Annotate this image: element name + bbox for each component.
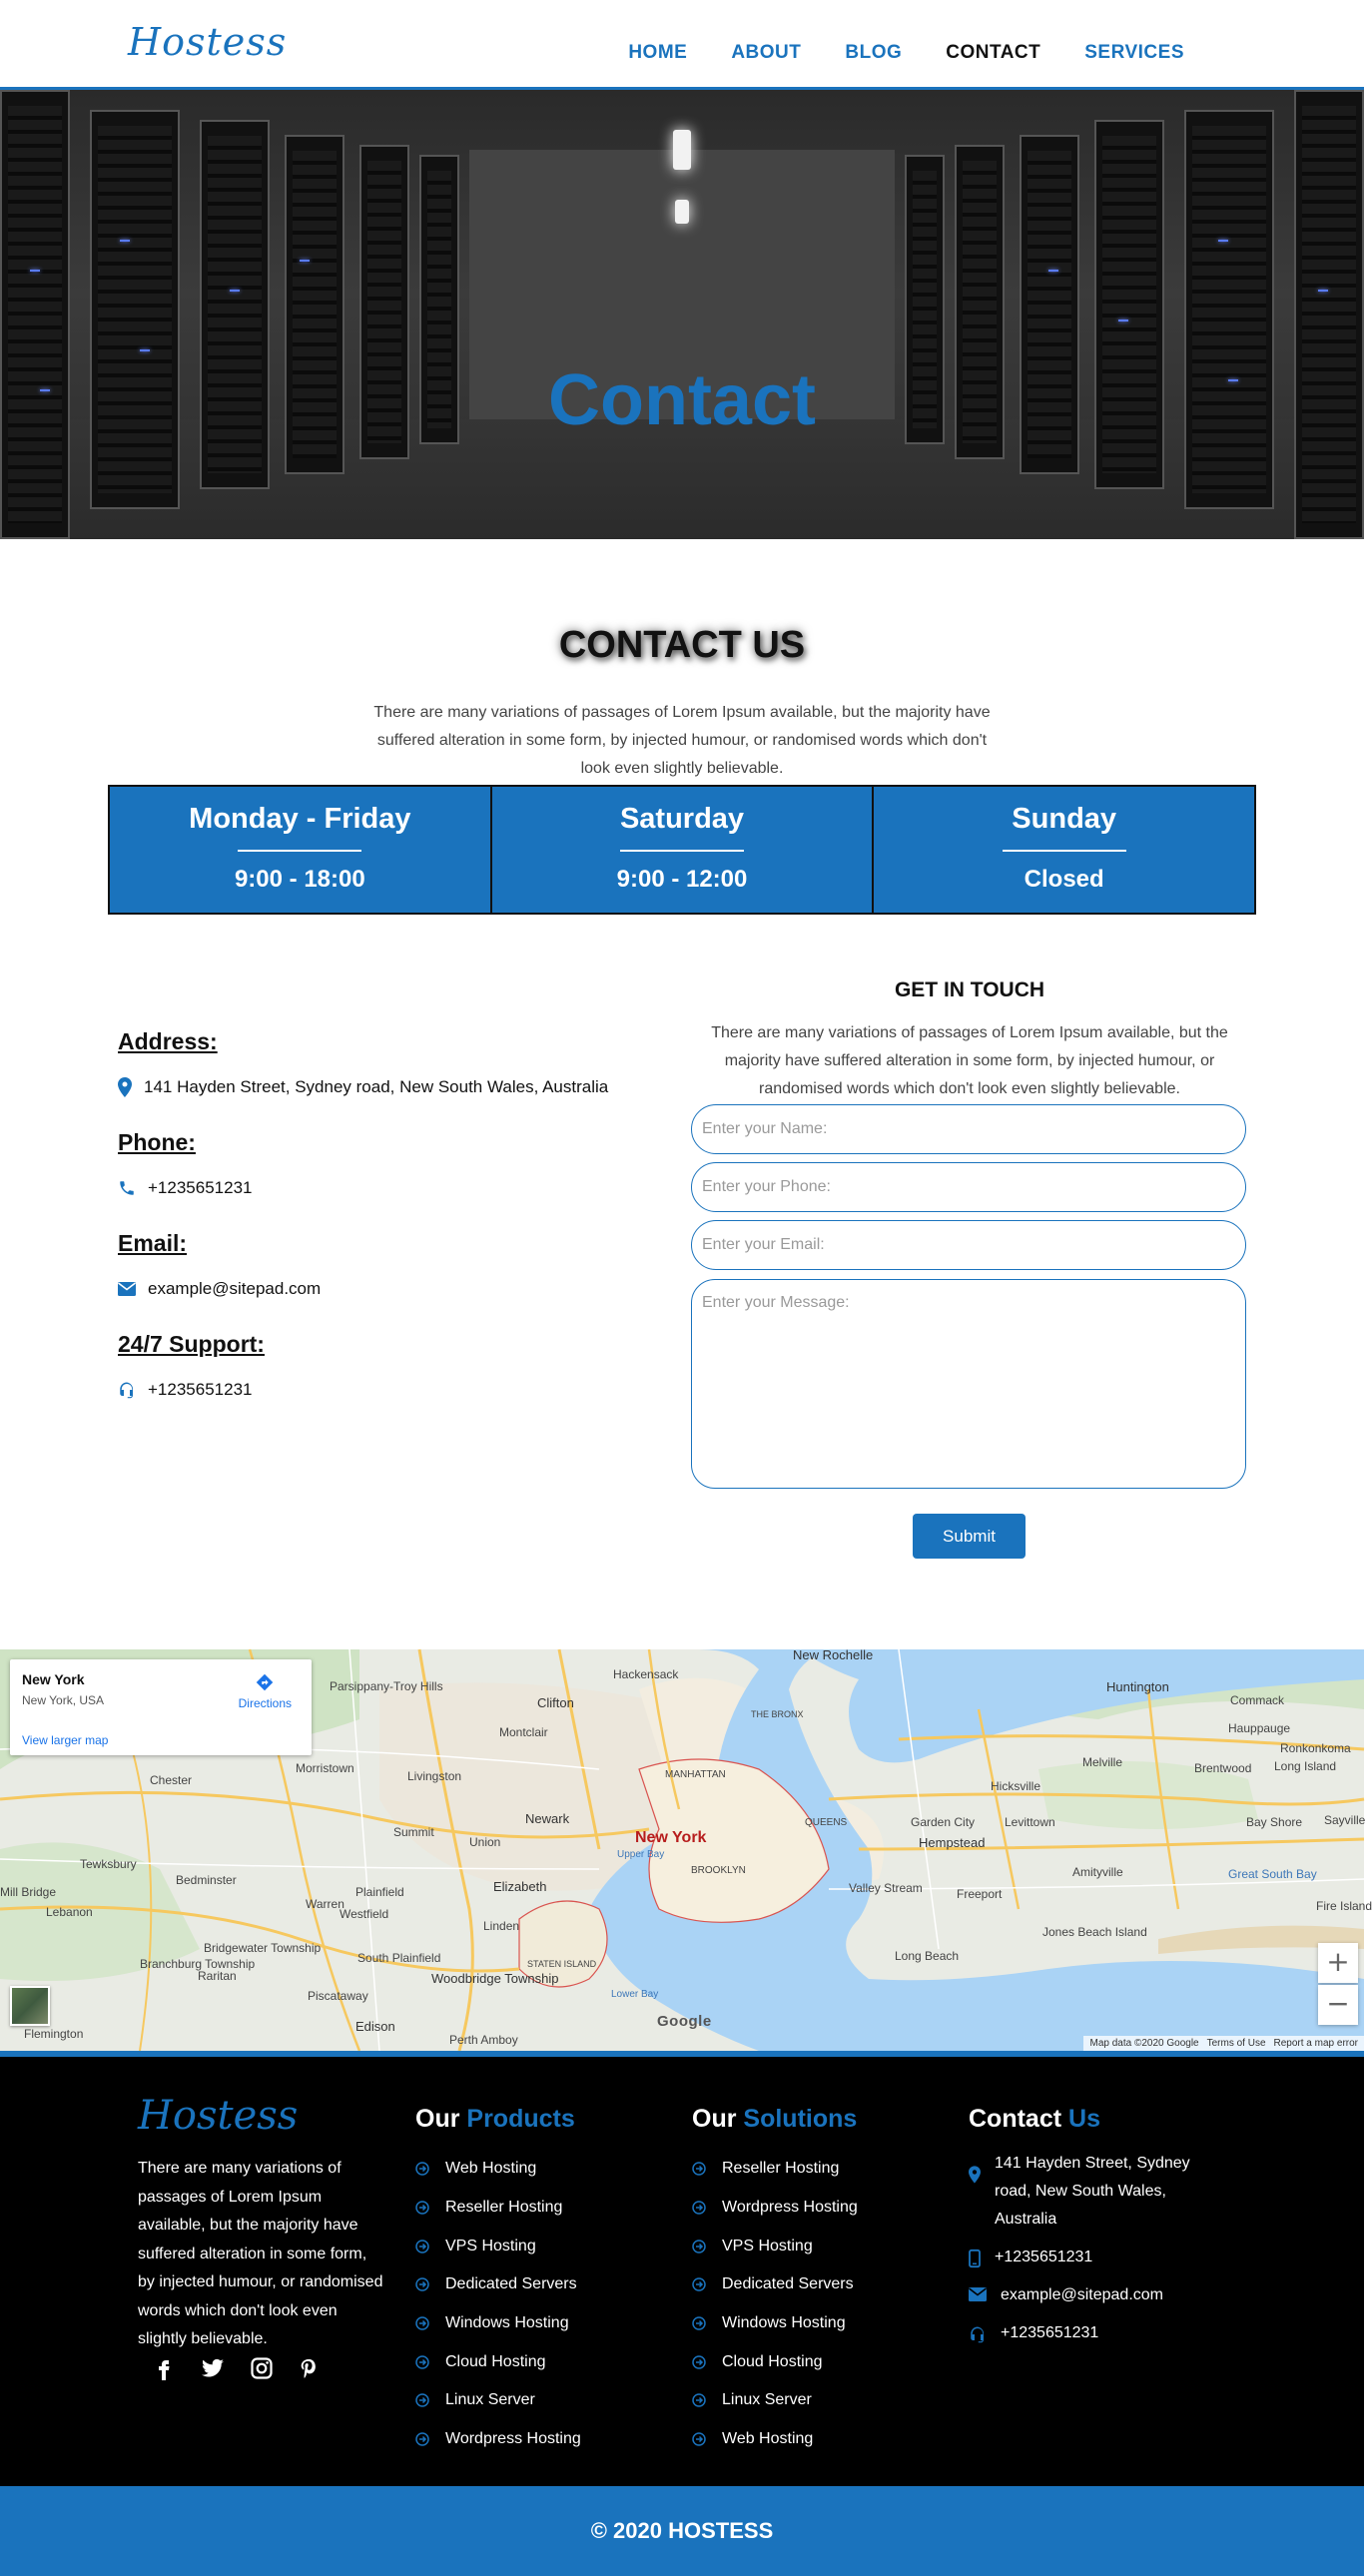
social-links — [152, 2356, 320, 2380]
server-rack — [1294, 90, 1364, 539]
hours-day: Monday - Friday — [189, 803, 411, 835]
footer-link-label: VPS Hosting — [722, 2237, 813, 2254]
footer-link[interactable] — [692, 2420, 858, 2459]
google-map[interactable] — [0, 1647, 1372, 2051]
footer-support-row — [969, 2319, 1208, 2347]
arrow-circle-icon — [415, 2240, 429, 2254]
divider — [620, 850, 744, 852]
arrow-circle-icon — [415, 2355, 429, 2369]
headset-icon — [969, 2325, 987, 2343]
map-label: Hicksville — [991, 1779, 1041, 1793]
map-pin-icon — [118, 1077, 132, 1097]
support-text[interactable]: +1235651231 — [148, 1380, 253, 1399]
headset-icon — [118, 1381, 136, 1399]
footer-link-label: VPS Hosting — [445, 2237, 536, 2254]
message-input[interactable] — [691, 1279, 1246, 1489]
zoom-in-button[interactable]: + — [1318, 1943, 1358, 1983]
footer-link[interactable] — [415, 2189, 581, 2228]
map-label: Summit — [393, 1825, 434, 1839]
view-larger-map-link[interactable]: View larger map — [22, 1733, 109, 1747]
map-label: Plainfield — [355, 1885, 404, 1899]
server-rack — [1184, 110, 1274, 509]
google-logo: Google — [657, 2013, 712, 2030]
main-nav — [628, 42, 1184, 64]
email-text[interactable]: example@sitepad.com — [148, 1279, 322, 1298]
map-label: South Plainfield — [357, 1951, 441, 1965]
map-label: Commack — [1230, 1693, 1285, 1707]
footer-link-label: Linux Server — [445, 2391, 535, 2409]
footer-address-row — [969, 2150, 1208, 2234]
map-label: Branchburg Township — [140, 1957, 256, 1971]
map-label: Jones Beach Island — [1042, 1925, 1147, 1939]
footer-link[interactable] — [692, 2381, 858, 2420]
footer-link[interactable] — [415, 2265, 581, 2304]
mobile-phone-icon — [969, 2250, 981, 2267]
arrow-circle-icon — [692, 2393, 706, 2407]
footer-link[interactable] — [692, 2265, 858, 2304]
map-info-card — [10, 1659, 312, 1755]
footer-solutions — [692, 2105, 858, 2459]
footer-link-label: Wordpress Hosting — [445, 2430, 581, 2448]
pinterest-icon[interactable] — [298, 2356, 320, 2380]
heading-first: Our — [415, 2105, 460, 2133]
footer-link[interactable] — [692, 2342, 858, 2381]
map-card-title: New York — [22, 1671, 85, 1687]
map-label: Mill Bridge — [0, 1885, 57, 1899]
map-attribution — [1083, 2036, 1364, 2051]
footer-link-label: Windows Hosting — [445, 2314, 569, 2332]
copyright-bar: © 2020 HOSTESS — [0, 2486, 1364, 2576]
twitter-icon[interactable] — [200, 2356, 226, 2380]
email-row — [118, 1279, 677, 1299]
map-label: Raritan — [198, 1969, 237, 1983]
footer-link-label: Dedicated Servers — [445, 2275, 577, 2293]
hero-title: Contact — [548, 360, 816, 440]
server-led — [1118, 320, 1128, 322]
footer-link-label: Wordpress Hosting — [722, 2199, 858, 2217]
footer-phone[interactable]: +1235651231 — [995, 2249, 1093, 2265]
opening-hours — [108, 785, 1256, 915]
map-label: Melville — [1082, 1755, 1123, 1769]
map-label: Bridgewater Township — [204, 1941, 322, 1955]
footer-link[interactable] — [692, 2227, 858, 2265]
hours-day: Saturday — [619, 803, 745, 835]
map-label: Lower Bay — [611, 1989, 659, 2000]
heading-first: Our — [692, 2105, 737, 2133]
terms-link[interactable]: Terms of Use — [1206, 2038, 1266, 2049]
footer-email[interactable]: example@sitepad.com — [1001, 2286, 1163, 2303]
get-in-touch-title: GET IN TOUCH — [894, 978, 1045, 1001]
server-led — [300, 260, 310, 262]
map-label: Clifton — [537, 1695, 574, 1710]
phone-input[interactable] — [691, 1162, 1246, 1212]
instagram-icon[interactable] — [250, 2356, 274, 2380]
server-led — [120, 240, 130, 242]
footer-link-label: Windows Hosting — [722, 2314, 846, 2332]
envelope-icon — [969, 2287, 987, 2301]
site-footer — [0, 2051, 1364, 2486]
submit-button[interactable]: Submit — [913, 1514, 1026, 1559]
map-label: Bedminster — [176, 1873, 237, 1887]
map-label: Parsippany-Troy Hills — [330, 1679, 443, 1693]
map-label: Tewksbury — [80, 1857, 137, 1871]
footer-contact — [969, 2105, 1208, 2357]
directions-icon — [254, 1671, 276, 1693]
footer-phone-row — [969, 2244, 1208, 2271]
facebook-icon[interactable] — [152, 2356, 176, 2380]
email-heading: Email: — [118, 1230, 188, 1256]
arrow-circle-icon — [692, 2162, 706, 2176]
server-led — [1318, 290, 1328, 292]
phone-row — [118, 1178, 677, 1198]
map-label: Sayville — [1324, 1813, 1366, 1827]
server-led — [140, 349, 150, 351]
arrow-circle-icon — [415, 2316, 429, 2330]
site-header — [0, 0, 1364, 90]
map-label: STATEN ISLAND — [527, 1959, 597, 1969]
server-led — [1048, 270, 1058, 272]
map-label: New York — [635, 1829, 707, 1846]
nav-about[interactable]: ABOUT — [731, 42, 802, 63]
satellite-toggle[interactable] — [10, 1986, 50, 2026]
map-label: MANHATTAN — [665, 1769, 726, 1780]
map-label: Valley Stream — [849, 1881, 923, 1895]
server-rack — [0, 90, 70, 539]
map-label: Long Island — [1274, 1759, 1337, 1773]
map-label: Long Beach — [895, 1949, 960, 1963]
map-label: Fire Island — [1316, 1899, 1372, 1913]
contact-us-description: There are many variations of passages of Lorem Ipsum available, but the majority have suffered alteration in some form, by injected humour, or randomised words which don't look even slightly believable. — [373, 704, 991, 777]
ceiling-light — [675, 200, 689, 224]
map-label: Hackensack — [613, 1667, 679, 1681]
footer-link[interactable] — [415, 2420, 581, 2459]
hours-time: 9:00 - 12:00 — [616, 866, 748, 893]
map-label: Ronkonkoma — [1280, 1741, 1351, 1755]
heading-accent: Us — [1068, 2105, 1100, 2133]
nav-home[interactable]: HOME — [628, 42, 688, 63]
footer-email-row — [969, 2281, 1208, 2309]
arrow-circle-icon — [692, 2201, 706, 2215]
name-input[interactable] — [691, 1104, 1246, 1154]
footer-link[interactable] — [692, 2304, 858, 2343]
arrow-circle-icon — [692, 2277, 706, 2291]
arrow-circle-icon — [692, 2240, 706, 2254]
footer-products — [415, 2105, 581, 2459]
hours-sunday — [874, 787, 1254, 913]
footer-link[interactable] — [692, 2189, 858, 2228]
arrow-circle-icon — [692, 2432, 706, 2446]
footer-link[interactable] — [415, 2342, 581, 2381]
footer-link-label: Dedicated Servers — [722, 2275, 854, 2293]
get-in-touch-description: There are many variations of passages of Lorem Ipsum available, but the majority have suffered alteration in some form, by injected humour, or randomised words which don't look even slightly believable. — [711, 1024, 1228, 1097]
envelope-icon — [118, 1282, 136, 1296]
map-label: Bay Shore — [1246, 1815, 1303, 1829]
arrow-circle-icon — [692, 2316, 706, 2330]
server-led — [30, 270, 40, 272]
footer-link[interactable] — [415, 2227, 581, 2265]
map-label: Newark — [525, 1811, 570, 1826]
footer-support[interactable]: +1235651231 — [1001, 2324, 1099, 2341]
heading-accent: Solutions — [743, 2105, 858, 2133]
footer-link[interactable] — [692, 2150, 858, 2189]
map-label: Morristown — [296, 1761, 354, 1775]
hours-weekdays — [110, 787, 492, 913]
phone-icon — [118, 1179, 136, 1197]
map-label: Lebanon — [46, 1905, 93, 1919]
contact-us-title: CONTACT US — [558, 624, 806, 666]
map-label: Montclair — [499, 1725, 548, 1739]
map-label: THE BRONX — [751, 1709, 804, 1719]
contact-heading — [969, 2105, 1208, 2134]
products-heading — [415, 2105, 581, 2134]
map-label: Amityville — [1072, 1865, 1123, 1879]
map-label: Warren — [306, 1897, 344, 1911]
hero-banner — [0, 90, 1364, 539]
map-label: Levittown — [1005, 1815, 1055, 1829]
ceiling-light — [673, 130, 691, 170]
divider — [238, 850, 361, 852]
map-card-subtitle: New York, USA — [22, 1693, 105, 1707]
map-label: Hauppauge — [1228, 1721, 1291, 1735]
hours-time: Closed — [1024, 866, 1104, 893]
address-row — [118, 1077, 677, 1097]
footer-link-label: Cloud Hosting — [722, 2352, 823, 2370]
map-label: Garden City — [911, 1815, 976, 1829]
arrow-circle-icon — [415, 2162, 429, 2176]
footer-link-label: Reseller Hosting — [722, 2160, 840, 2178]
map-label: Elizabeth — [493, 1879, 547, 1894]
map-label: Brentwood — [1194, 1761, 1252, 1775]
map-label: QUEENS — [805, 1817, 848, 1828]
map-data-credit: Map data ©2020 Google — [1089, 2038, 1199, 2049]
solutions-heading — [692, 2105, 858, 2134]
support-row — [118, 1380, 677, 1400]
server-led — [1218, 240, 1228, 242]
address-heading: Address: — [118, 1028, 218, 1054]
divider — [1003, 850, 1126, 852]
hours-time: 9:00 - 18:00 — [234, 866, 365, 893]
directions-label: Directions — [238, 1696, 292, 1710]
footer-about: There are many variations of passages of Lorem Ipsum available, but the majority have suffered alteration in some form, by injected humour, or randomised words which don't look even slightly believable. — [138, 2160, 383, 2347]
map-label: Perth Amboy — [449, 2033, 518, 2047]
footer-link-label: Linux Server — [722, 2391, 812, 2409]
map-label: Piscataway — [308, 1989, 368, 2003]
map-label: Woodbridge Township — [431, 1971, 559, 1986]
hours-day: Sunday — [1012, 803, 1117, 835]
map-label: Linden — [483, 1919, 520, 1933]
arrow-circle-icon — [415, 2277, 429, 2291]
map-label: New Rochelle — [793, 1647, 874, 1662]
map-label: Chester — [150, 1773, 193, 1787]
map-label: Freeport — [957, 1887, 1003, 1901]
map-label: Upper Bay — [617, 1849, 665, 1860]
nav-services[interactable]: SERVICES — [1084, 42, 1184, 63]
support-heading: 24/7 Support: — [118, 1331, 265, 1357]
nav-contact[interactable]: CONTACT — [946, 42, 1041, 63]
map-label: Union — [469, 1835, 501, 1849]
footer-link-label: Web Hosting — [722, 2430, 814, 2448]
arrow-circle-icon — [415, 2432, 429, 2446]
map-label: Flemington — [24, 2027, 84, 2041]
map-label: BROOKLYN — [691, 1865, 746, 1876]
footer-link-label: Web Hosting — [445, 2160, 537, 2178]
footer-link[interactable] — [415, 2304, 581, 2343]
directions-button[interactable] — [239, 1671, 292, 1710]
footer-address: 141 Hayden Street, Sydney road, New South Wales, Australia — [995, 2155, 1190, 2228]
server-led — [230, 290, 240, 292]
footer-link[interactable] — [415, 2381, 581, 2420]
map-pin-icon — [969, 2166, 981, 2184]
arrow-circle-icon — [692, 2355, 706, 2369]
map-label: Edison — [355, 2019, 395, 2034]
site-logo[interactable]: Hostess — [128, 20, 288, 64]
map-label: Huntington — [1106, 1679, 1169, 1694]
map-label: Great South Bay — [1228, 1867, 1317, 1881]
phone-heading: Phone: — [118, 1129, 196, 1155]
map-label: Livingston — [407, 1769, 462, 1783]
arrow-circle-icon — [415, 2201, 429, 2215]
phone-text[interactable]: +1235651231 — [148, 1178, 253, 1197]
heading-first: Contact — [969, 2105, 1062, 2133]
heading-accent: Products — [466, 2105, 575, 2133]
footer-link-label: Cloud Hosting — [445, 2352, 546, 2370]
hours-saturday — [492, 787, 875, 913]
map-label: Hempstead — [919, 1835, 986, 1850]
email-input[interactable] — [691, 1220, 1246, 1270]
arrow-circle-icon — [415, 2393, 429, 2407]
nav-blog[interactable]: BLOG — [845, 42, 903, 63]
footer-logo[interactable]: Hostess — [138, 2093, 299, 2139]
server-rack — [90, 110, 180, 509]
map-label: Westfield — [340, 1907, 389, 1921]
report-error-link[interactable]: Report a map error — [1273, 2038, 1358, 2049]
footer-link-label: Reseller Hosting — [445, 2199, 563, 2217]
address-text: 141 Hayden Street, Sydney road, New South Wales, Australia — [144, 1077, 609, 1096]
footer-link[interactable] — [415, 2150, 581, 2189]
zoom-out-button[interactable]: − — [1318, 1985, 1358, 2025]
contact-details — [118, 1028, 677, 1432]
